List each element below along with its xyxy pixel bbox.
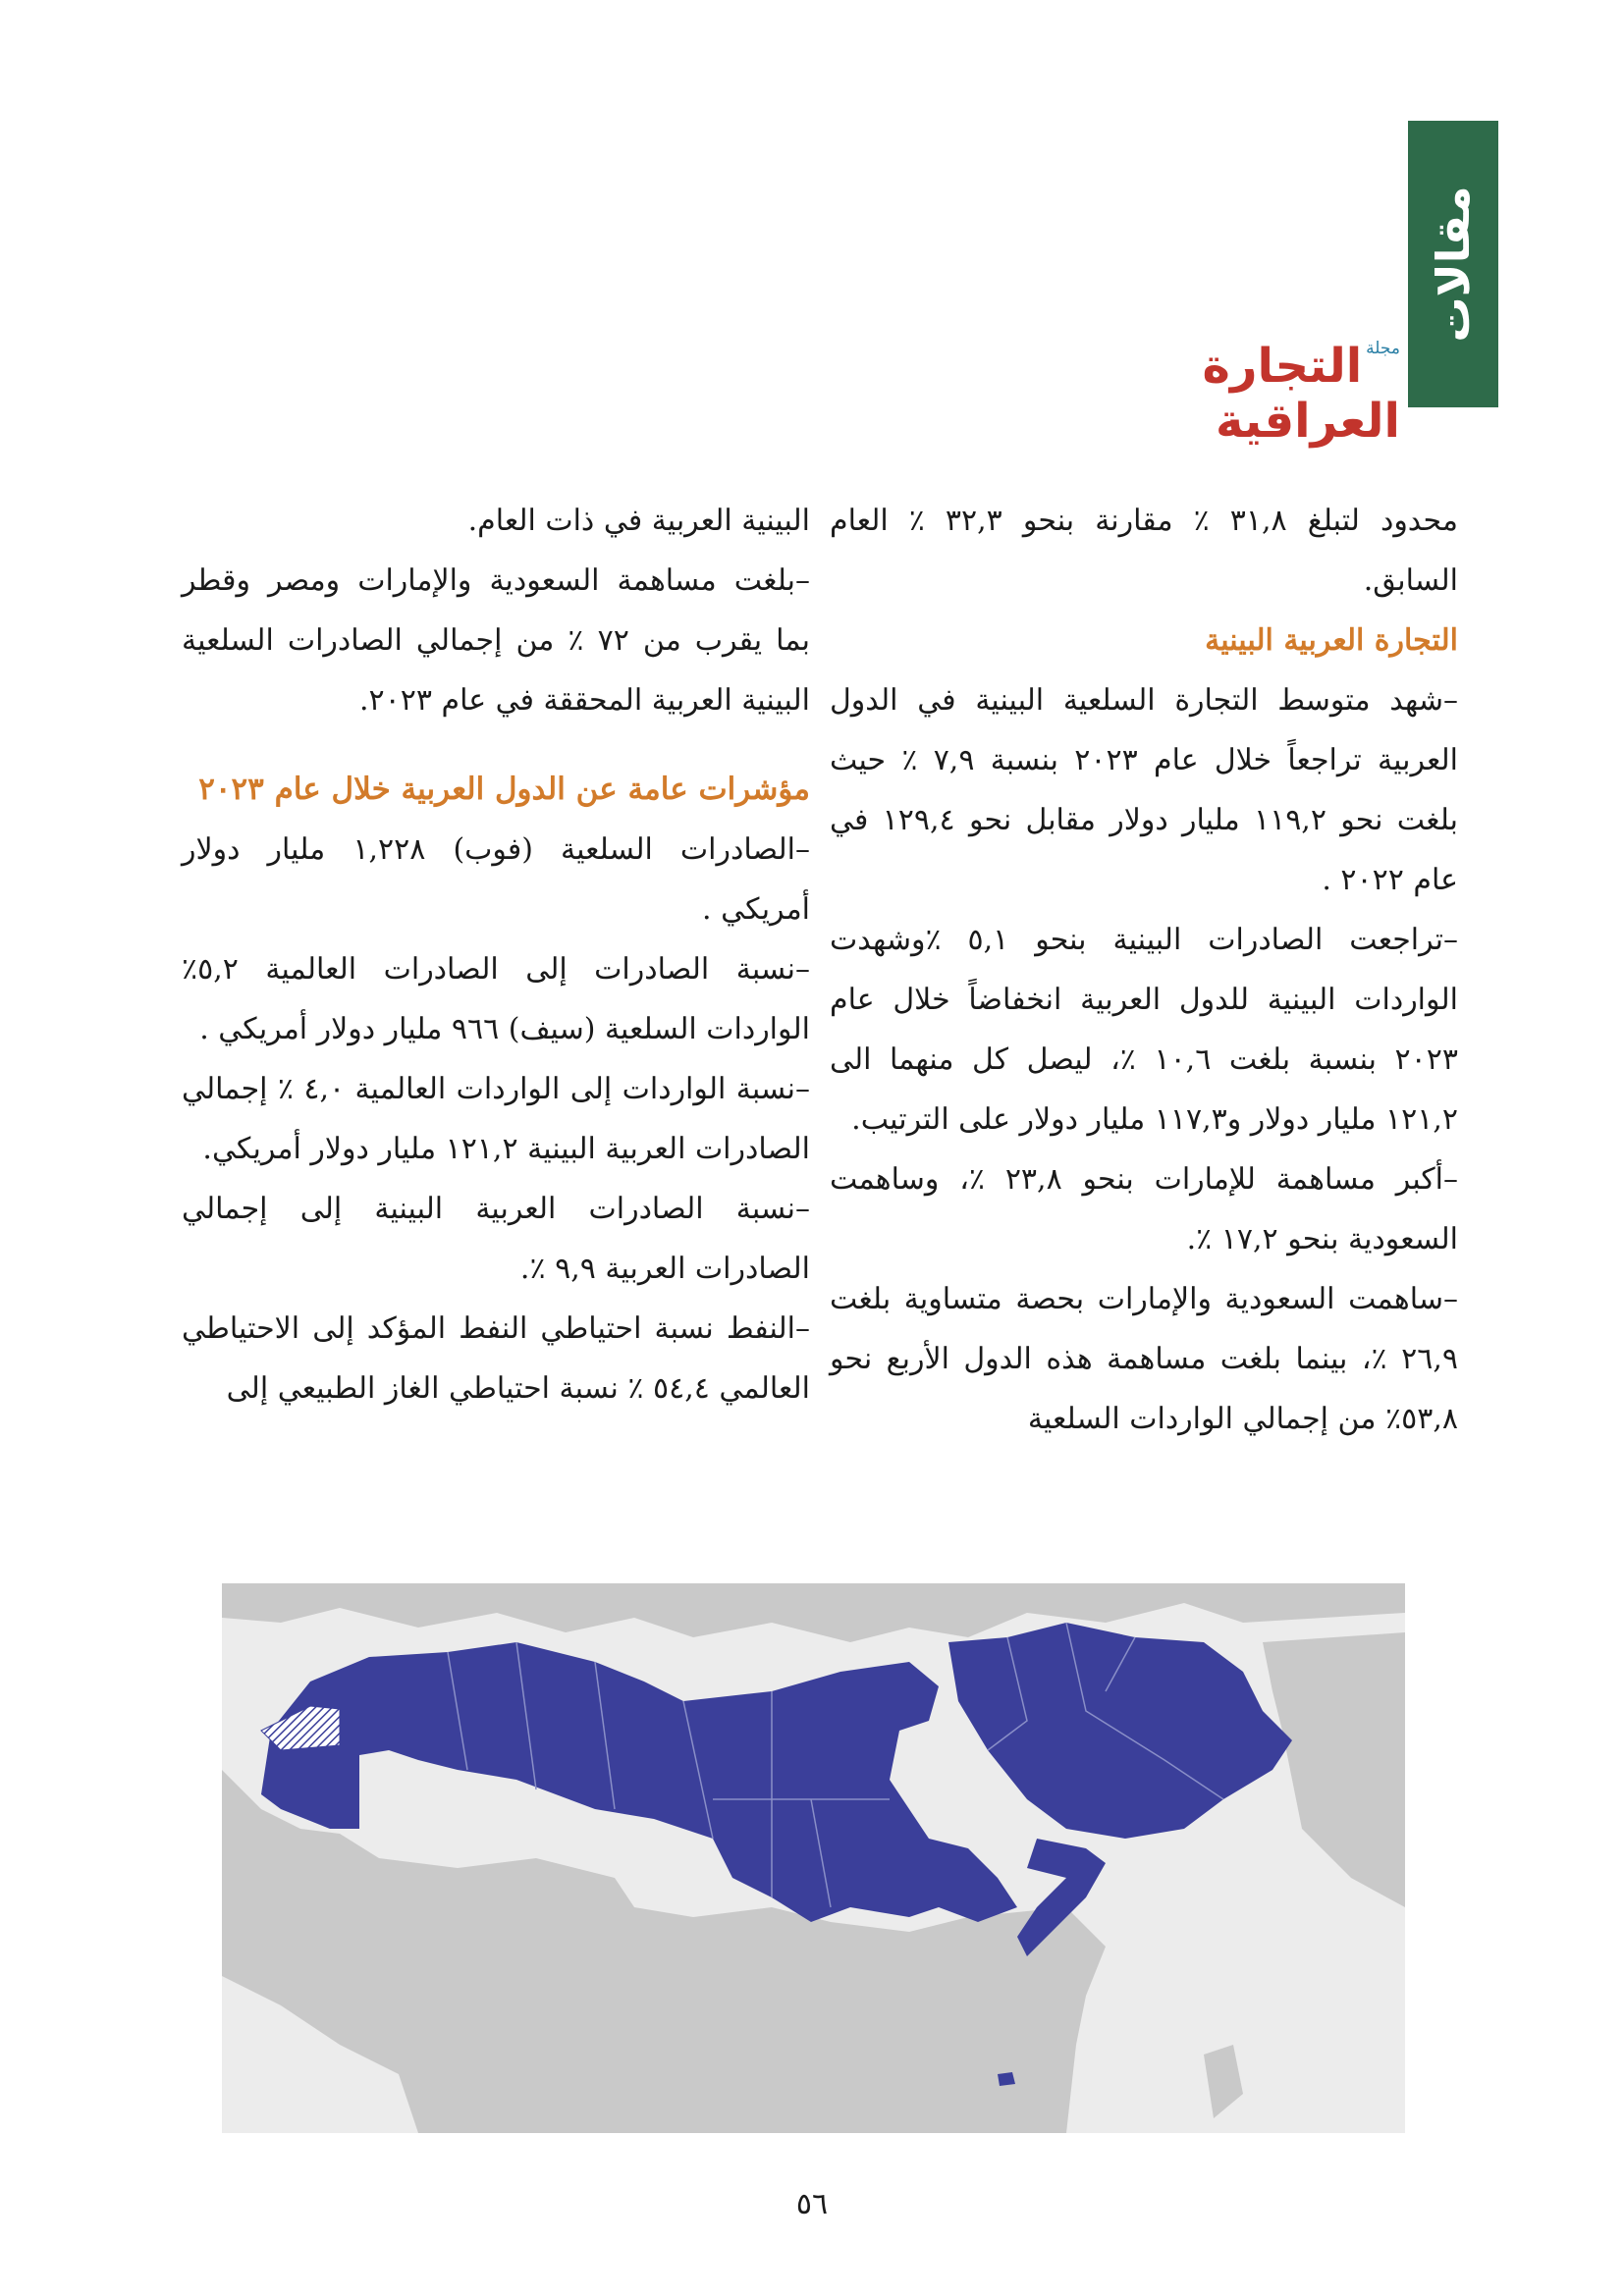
section-heading: مؤشرات عامة عن الدول العربية خلال عام ٢٠٢٣ bbox=[198, 772, 810, 807]
paragraph: –ساهمت السعودية والإمارات بحصة متساوية بلغت ٢٦,٩ ٪، بينما بلغت مساهمة هذه الدول الأربع نحو ٥٣,٨٪ من إجمالي الواردات السلعية bbox=[830, 1282, 1458, 1436]
masthead-prefix: مجلة bbox=[1366, 339, 1400, 358]
paragraph: –النفط نسبة احتياطي النفط المؤكد إلى الاحتياطي العالمي ٥٤,٤ ٪ نسبة احتياطي الغاز الطبيعي إلى bbox=[182, 1311, 810, 1406]
section-tab-label: مقالات bbox=[1427, 186, 1480, 343]
paragraph: –شهد متوسط التجارة السلعية البينية في الدول العربية تراجعاً خلال عام ٢٠٢٣ بنسبة ٧,٩ ٪ حيث بلغت نحو ١١٩,٢ مليار دولار مقابل نحو ١٢٩,٤ في عام ٢٠٢٢ . bbox=[830, 683, 1459, 897]
article-column-left bbox=[182, 491, 810, 1418]
paragraph: –الصادرات السلعية (فوب) ١,٢٢٨ مليار دولار أمريكي . bbox=[182, 832, 810, 927]
paragraph: البينية العربية في ذات العام. bbox=[467, 504, 810, 538]
map-figure bbox=[222, 1583, 1405, 2133]
paragraph: –تراجعت الصادرات البينية بنحو ٥,١ ٪وشهدت الواردات البينية للدول العربية انخفاضاً خلال عام ٢٠٢٣ بنسبة بلغت ١٠,٦ ٪، ليصل كل منهما الى ١٢١,٢ مليار دولار و١١٧,٣ مليار دولار على الترتيب. bbox=[830, 923, 1458, 1137]
paragraph: –نسبة الواردات إلى الواردات العالمية ٤,٠ ٪ إجمالي الصادرات العربية البينية ١٢١,٢ مليار دولار أمريكي. bbox=[182, 1072, 810, 1166]
paragraph: محدود لتبلغ ٣١,٨ ٪ مقارنة بنحو ٣٢,٣ ٪ العام السابق. bbox=[830, 504, 1458, 598]
section-tab bbox=[1408, 121, 1498, 407]
section-heading: التجارة العربية البينية bbox=[1205, 623, 1458, 658]
page-number: ٥٦ bbox=[795, 2187, 829, 2221]
magazine-masthead bbox=[1031, 339, 1400, 449]
paragraph: –أكبر مساهمة للإمارات بنحو ٢٣,٨ ٪، وساهمت السعودية بنحو ١٧,٢ ٪. bbox=[830, 1162, 1458, 1256]
paragraph: –بلغت مساهمة السعودية والإمارات ومصر وقطر بما يقرب من ٧٢ ٪ من إجمالي الصادرات السلعية البينية العربية المحققة في عام ٢٠٢٣. bbox=[182, 563, 810, 718]
arab-world-map bbox=[222, 1583, 1405, 2133]
masthead-title: التجارة العراقية bbox=[1202, 339, 1400, 449]
paragraph: –نسبة الصادرات العربية البينية إلى إجمالي الصادرات العربية ٩,٩ ٪. bbox=[182, 1192, 810, 1286]
map-arab-island bbox=[998, 2072, 1015, 2086]
paragraph: –نسبة الصادرات إلى الصادرات العالمية ٥,٢٪ الواردات السلعية (سيف) ٩٦٦ مليار دولار أمريكي . bbox=[182, 952, 810, 1046]
article-column-right bbox=[830, 491, 1458, 1449]
